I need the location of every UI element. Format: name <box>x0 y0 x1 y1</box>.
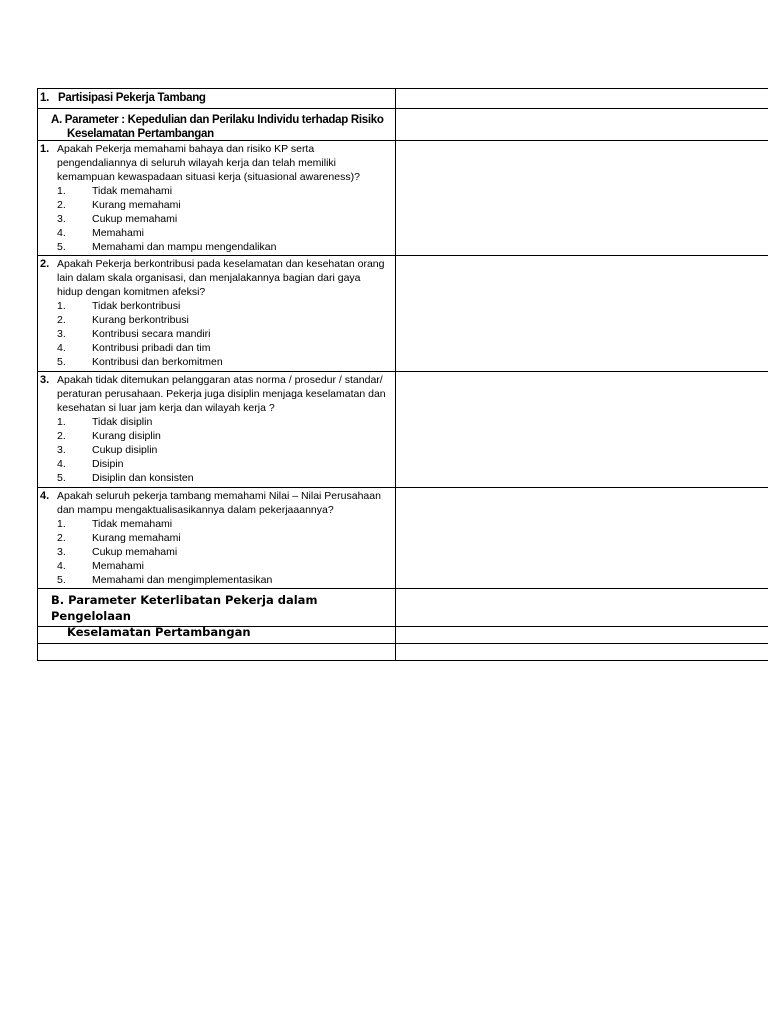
question-cell <box>38 141 396 256</box>
answer-option <box>40 471 393 485</box>
parameter-a-row <box>38 109 768 141</box>
question-row <box>38 372 768 488</box>
question-text-line: kemampuan kewaspadaan situasi kerja (situasional awareness)? <box>57 171 360 183</box>
option-text: Kurang disiplin <box>92 430 161 442</box>
option-number: 3. <box>57 444 66 456</box>
question-row <box>38 141 768 256</box>
option-number: 1. <box>57 416 66 428</box>
option-text: Memahami <box>92 227 144 239</box>
blank-cell[interactable] <box>38 644 396 661</box>
answer-cell[interactable] <box>396 488 768 589</box>
answer-option <box>40 559 393 573</box>
parameter-a-line2: Keselamatan Pertambangan <box>67 128 214 140</box>
option-text: Kontribusi secara mandiri <box>92 328 211 340</box>
option-number: 2. <box>57 314 66 326</box>
option-text: Memahami dan mengimplementasikan <box>92 574 273 586</box>
answer-cell[interactable] <box>396 627 768 644</box>
option-number: 2. <box>57 532 66 544</box>
option-text: Kurang memahami <box>92 199 181 211</box>
question-text-line: Apakah tidak ditemukan pelanggaran atas norma / prosedur / standar/ <box>57 374 383 386</box>
assessment-table <box>37 88 768 661</box>
question-number: 4. <box>40 490 50 502</box>
option-text: Tidak memahami <box>92 518 173 530</box>
parameter-b-line1: B. Parameter Keterlibatan Pekerja dalam Pengelolaan <box>51 593 318 623</box>
option-text: Disipin <box>92 458 124 470</box>
section-title-cell <box>38 89 396 109</box>
answer-option <box>40 327 393 341</box>
answer-cell[interactable] <box>396 256 768 372</box>
option-text: Cukup memahami <box>92 546 178 558</box>
option-number: 2. <box>57 430 66 442</box>
question-row <box>38 256 768 372</box>
answer-cell[interactable] <box>396 644 768 661</box>
parameter-b-cell <box>38 589 396 639</box>
option-text: Disiplin dan konsisten <box>92 472 194 484</box>
option-number: 5. <box>57 356 66 368</box>
answer-option <box>40 517 393 531</box>
answer-option <box>40 443 393 457</box>
option-text: Memahami dan mampu mengendalikan <box>92 241 277 253</box>
section-number: 1. <box>40 92 49 104</box>
question-text-line: kesehatan si luar jam kerja dan wilayah kerja ? <box>57 402 275 414</box>
option-number: 2. <box>57 199 66 211</box>
option-text: Tidak disiplin <box>92 416 153 428</box>
option-number: 3. <box>57 546 66 558</box>
parameter-a-line1: A. Parameter : Kepedulian dan Perilaku Individu terhadap Risiko <box>51 114 384 126</box>
option-number: 1. <box>57 300 66 312</box>
answer-option <box>40 313 393 327</box>
answer-option <box>40 573 393 587</box>
answer-option <box>40 240 393 254</box>
answer-option <box>40 226 393 240</box>
blank-row <box>38 644 768 661</box>
answer-option <box>40 341 393 355</box>
section-header-row <box>38 89 768 109</box>
answer-option <box>40 457 393 471</box>
question-text-line: dan mampu mengaktualisasikannya dalam pekerjaaannya? <box>57 504 334 516</box>
parameter-b-line2: Keselamatan Pertambangan <box>67 625 251 639</box>
answer-option <box>40 545 393 559</box>
option-number: 4. <box>57 458 66 470</box>
option-number: 3. <box>57 213 66 225</box>
question-text-line: peraturan perusahaan. Pekerja juga disiplin menjaga keselamatan dan <box>57 388 386 400</box>
answer-option <box>40 355 393 369</box>
answer-cell[interactable] <box>396 89 768 109</box>
option-text: Cukup memahami <box>92 213 178 225</box>
option-number: 5. <box>57 241 66 253</box>
question-text-line: pengendaliannya di seluruh wilayah kerja dan telah memiliki <box>57 157 336 169</box>
question-cell <box>38 372 396 488</box>
question-number: 3. <box>40 374 50 386</box>
option-text: Kurang memahami <box>92 532 181 544</box>
question-number: 1. <box>40 143 50 155</box>
option-text: Kontribusi pribadi dan tim <box>92 342 211 354</box>
answer-option <box>40 212 393 226</box>
option-text: Tidak berkontribusi <box>92 300 181 312</box>
option-number: 3. <box>57 328 66 340</box>
answer-option <box>40 415 393 429</box>
option-number: 5. <box>57 472 66 484</box>
answer-option <box>40 429 393 443</box>
option-number: 4. <box>57 342 66 354</box>
answer-cell[interactable] <box>396 109 768 141</box>
question-cell <box>38 488 396 589</box>
question-text-line: Apakah seluruh pekerja tambang memahami Nilai – Nilai Perusahaan <box>57 490 381 502</box>
answer-cell[interactable] <box>396 372 768 488</box>
question-text-line: hidup dengan komitmen afeksi? <box>57 286 206 298</box>
answer-option <box>40 198 393 212</box>
option-number: 1. <box>57 185 66 197</box>
answer-cell[interactable] <box>396 141 768 256</box>
option-number: 4. <box>57 227 66 239</box>
answer-cell[interactable] <box>396 589 768 627</box>
parameter-a-cell <box>38 109 396 141</box>
option-text: Kurang berkontribusi <box>92 314 189 326</box>
parameter-b-row <box>38 589 768 627</box>
option-number: 4. <box>57 560 66 572</box>
question-number: 2. <box>40 258 50 270</box>
option-text: Memahami <box>92 560 144 572</box>
question-text-line: Apakah Pekerja memahami bahaya dan risiko KP serta <box>57 143 315 155</box>
answer-option <box>40 184 393 198</box>
option-text: Cukup disiplin <box>92 444 158 456</box>
question-text-line: lain dalam skala organisasi, dan menjalakannya bagian dari gaya <box>57 272 361 284</box>
option-number: 5. <box>57 574 66 586</box>
option-text: Kontribusi dan berkomitmen <box>92 356 223 368</box>
option-text: Tidak memahami <box>92 185 173 197</box>
answer-option <box>40 531 393 545</box>
question-cell <box>38 256 396 372</box>
section-title: Partisipasi Pekerja Tambang <box>58 92 206 104</box>
question-row <box>38 488 768 589</box>
option-number: 1. <box>57 518 66 530</box>
answer-option <box>40 299 393 313</box>
question-text-line: Apakah Pekerja berkontribusi pada keselamatan dan kesehatan orang <box>57 258 385 270</box>
